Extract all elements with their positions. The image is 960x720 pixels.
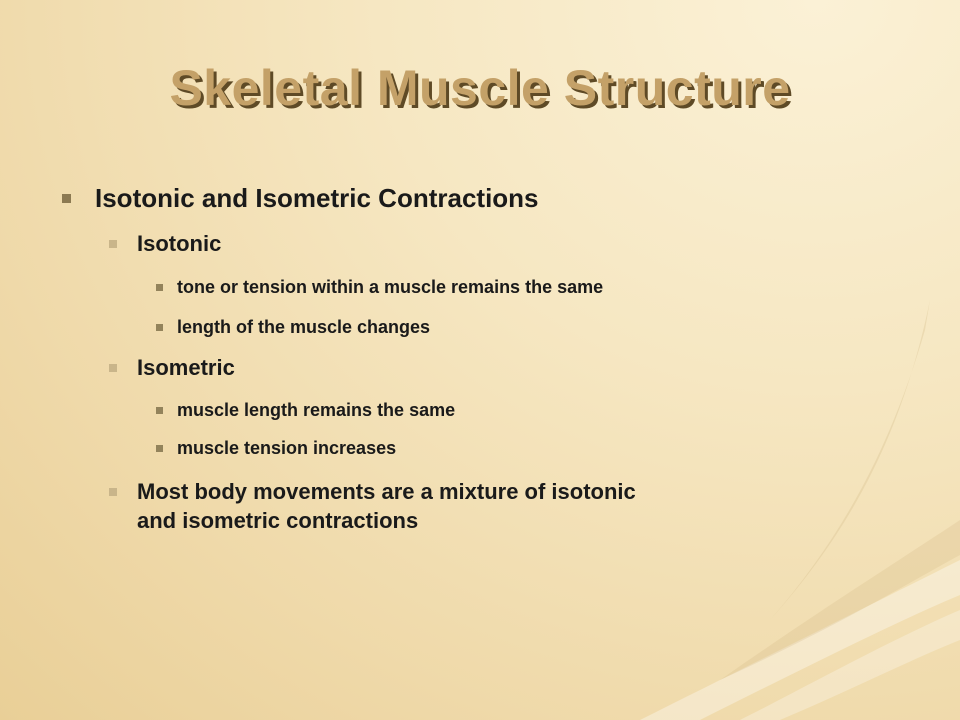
square-bullet-icon (109, 364, 117, 372)
summary-line-1: Most body movements are a mixture of isotonic (137, 479, 636, 504)
bullet-isotonic (137, 229, 897, 258)
isometric-point-text: muscle length remains the same (177, 400, 456, 420)
summary-line-2: and isometric contractions (137, 508, 419, 533)
bullet-heading (95, 182, 539, 214)
isotonic-point-text: length of the muscle changes (177, 317, 431, 337)
square-bullet-icon (62, 194, 71, 203)
square-bullet-icon (109, 488, 117, 496)
isotonic-point-text: tone or tension within a muscle remains the same (177, 277, 604, 297)
square-bullet-icon (156, 284, 163, 291)
square-bullet-icon (156, 324, 163, 331)
square-bullet-icon (156, 445, 163, 452)
isotonic-label: Isotonic (137, 231, 222, 256)
isometric-point-text: muscle tension increases (177, 438, 397, 458)
heading-text: Isotonic and Isometric Contractions (95, 183, 539, 213)
bullet-summary (137, 477, 897, 535)
square-bullet-icon (109, 240, 117, 248)
bullet-isometric-point (177, 436, 396, 460)
bullet-isometric-point (177, 398, 455, 422)
slide-title: Skeletal Muscle Structure (169, 60, 791, 116)
bullet-isotonic-point (177, 315, 430, 339)
bullet-isotonic-point (177, 275, 603, 299)
square-bullet-icon (156, 407, 163, 414)
isometric-label: Isometric (137, 355, 235, 380)
bullet-isometric (137, 353, 897, 382)
